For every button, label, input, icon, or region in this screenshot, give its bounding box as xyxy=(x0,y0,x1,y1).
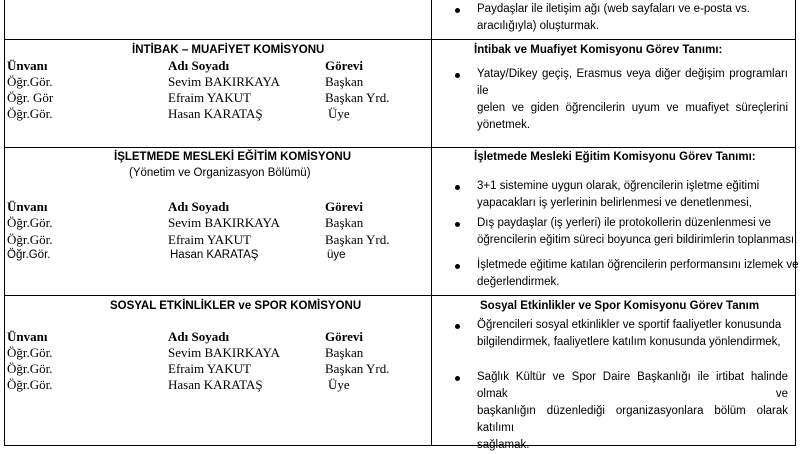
column-header-gorev: Görevi xyxy=(325,329,364,344)
column-header-gorev: Görevi xyxy=(325,199,364,214)
member-name: Efraim YAKUT xyxy=(168,361,251,376)
duty-title: İşletmede Mesleki Eğitim Komisyonu Görev Tanımı: xyxy=(474,151,756,163)
column-header-ad: Adı Soyadı xyxy=(168,329,230,344)
duty-title: İntibak ve Muafiyet Komisyonu Görev Tanımı: xyxy=(474,44,723,56)
column-header-unvan: Ünvanı xyxy=(7,58,48,73)
bullet-icon xyxy=(455,376,460,381)
member-name: Efraim YAKUT xyxy=(168,90,251,105)
bullet-icon xyxy=(455,324,460,329)
bullet-text: Dış paydaşlar (iş yerleri) ile protokollerin düzenlenmesi ve öğrencilerin eğitim süreci boyunca geri bildirimlerin toplanması, xyxy=(477,217,798,246)
bullet-text: Paydaşlar ile iletişim ağı (web sayfaları ve e-posta vs. aracılığıyla) oluşturmak. xyxy=(477,3,750,32)
member-name: Hasan KARATAŞ xyxy=(168,106,263,121)
member-title: Öğr.Gör. xyxy=(7,249,51,261)
commission-title: SOSYAL ETKİNLİKLER ve SPOR KOMİSYONU xyxy=(110,300,362,312)
member-name: Sevim BAKIRKAYA xyxy=(168,215,280,230)
duty-title: Sosyal Etkinlikler ve Spor Komisyonu Görev Tanım xyxy=(480,300,760,312)
member-name: Efraim YAKUT xyxy=(168,232,251,247)
bullet-icon xyxy=(455,264,460,269)
bullet-icon xyxy=(455,185,460,190)
bullet-icon xyxy=(455,8,460,13)
bullet-text: Yatay/Dikey geçiş, Erasmus veya diğer değişim programları ile gelen ve giden öğrencilerin uyum ve muafiyet süreçlerini yönetmek. xyxy=(477,68,788,131)
column-header-unvan: Ünvanı xyxy=(7,329,48,344)
member-role: Başkan xyxy=(325,74,364,89)
member-title: Öğr.Gör. xyxy=(7,106,53,121)
member-title: Öğr.Gör. xyxy=(7,74,53,89)
member-name: Hasan KARATAŞ xyxy=(170,249,259,261)
row-divider-2 xyxy=(4,147,796,148)
column-header-ad: Adı Soyadı xyxy=(168,199,230,214)
bullet-text: 3+1 sistemine uygun olarak, öğrencilerin işletme eğitimi yapacakları iş yerlerinin belirlenmesi ve denetlenmesi, xyxy=(477,180,760,209)
member-role: Başkan Yrd. xyxy=(325,232,390,247)
bullet-text: Öğrencileri sosyal etkinlikler ve sportif faaliyetler konusunda bilgilendirmek, faaliyetlere katılım konusunda yönlendirmek, xyxy=(477,319,782,348)
column-header-gorev: Görevi xyxy=(325,58,364,73)
row-divider-3 xyxy=(4,295,796,296)
column-header-ad: Adı Soyadı xyxy=(168,58,230,73)
table-column-divider xyxy=(431,0,432,445)
commission-subtitle: (Yönetim ve Organizasyon Bölümü) xyxy=(129,167,311,179)
member-title: Öğr.Gör. xyxy=(7,215,53,230)
member-title: Öğr.Gör. xyxy=(7,377,53,392)
member-name: Sevim BAKIRKAYA xyxy=(168,345,280,360)
member-title: Öğr.Gör. xyxy=(7,361,53,376)
member-role: Başkan Yrd. xyxy=(325,90,390,105)
column-header-unvan: Ünvanı xyxy=(7,199,48,214)
table-left-border xyxy=(4,0,5,445)
commission-title: İŞLETMEDE MESLEKİ EĞİTİM KOMİSYONU xyxy=(114,151,352,163)
member-name: Hasan KARATAŞ xyxy=(168,377,263,392)
bullet-icon xyxy=(455,73,460,78)
member-role: Başkan xyxy=(325,215,364,230)
member-role: Başkan Yrd. xyxy=(325,361,390,376)
member-role: Üye xyxy=(328,106,350,121)
bullet-text: Sağlık Kültür ve Spor Daire Başkanlığı ile irtibat halinde olmak ve başkanlığın düzenlediği organizasyonlara bölüm olarak katılımı sağlamak. xyxy=(477,371,788,451)
bullet-text: İşletmede eğitime katılan öğrencilerin performansını izlemek ve değerlendirmek. xyxy=(477,259,799,288)
row-divider-1 xyxy=(4,39,796,40)
member-title: Öğr.Gör. xyxy=(7,232,53,247)
bullet-icon xyxy=(455,222,460,227)
member-role: Başkan xyxy=(325,345,364,360)
member-name: Sevim BAKIRKAYA xyxy=(168,74,280,89)
commission-title: İNTİBAK – MUAFİYET KOMİSYONU xyxy=(132,44,325,56)
member-role: üye xyxy=(327,249,346,261)
member-title: Öğr.Gör. xyxy=(7,345,53,360)
member-role: Üye xyxy=(328,377,350,392)
member-title: Öğr. Gör xyxy=(7,90,54,105)
